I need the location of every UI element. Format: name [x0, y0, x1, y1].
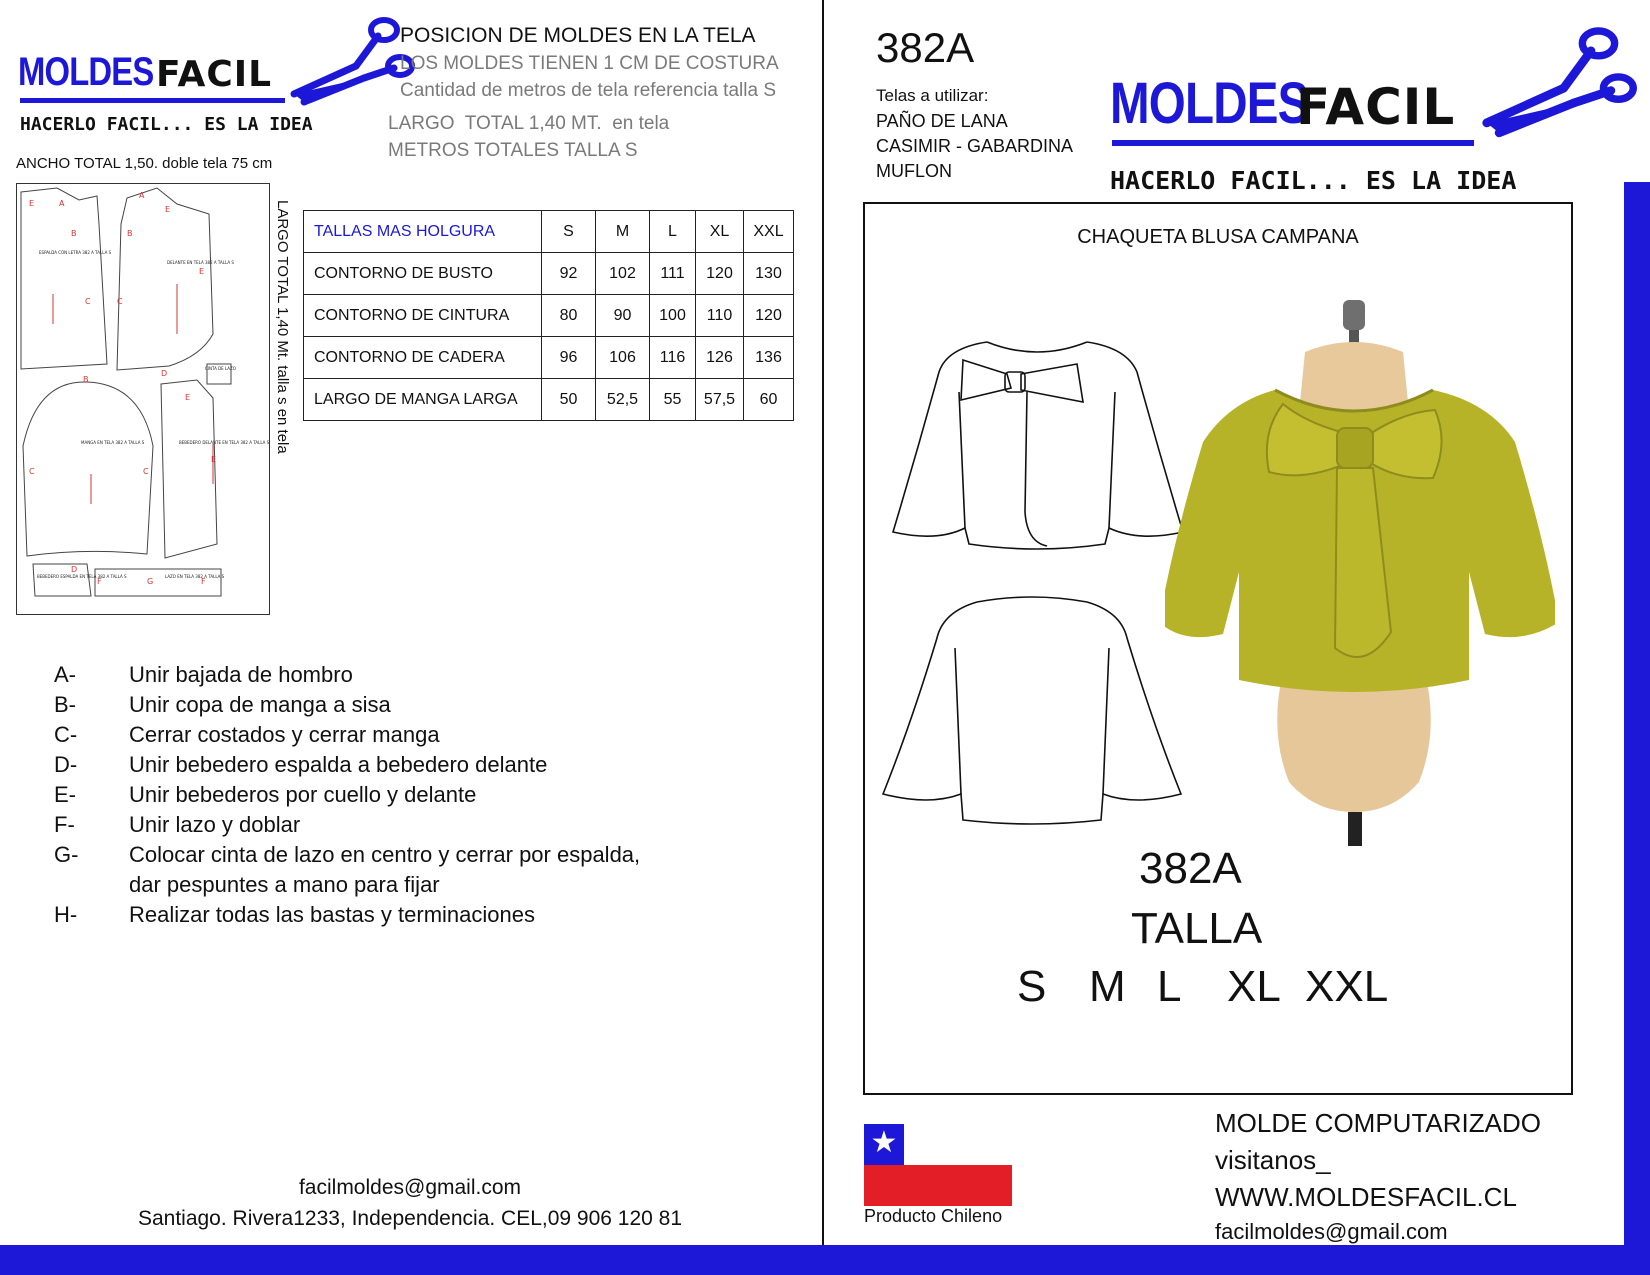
promo-website[interactable]: WWW.MOLDESFACIL.CL [1215, 1182, 1517, 1212]
fabric-1: PAÑO DE LANA [876, 111, 1008, 131]
step-key: A- [54, 662, 76, 687]
technical-drawing-front [887, 332, 1187, 572]
table-row [304, 379, 794, 421]
svg-text:C: C [143, 467, 149, 476]
cell: 126 [696, 337, 744, 379]
logo-word-moldes: MOLDES [1110, 71, 1309, 136]
promo-title: MOLDE COMPUTARIZADO [1215, 1108, 1541, 1138]
width-note: ANCHO TOTAL 1,50. doble tela 75 cm [16, 155, 273, 172]
size-col-s: S [542, 211, 596, 253]
list-item [54, 810, 689, 840]
piece-manga [23, 382, 153, 556]
table-row [304, 337, 794, 379]
brand-logo-right [1110, 70, 1630, 195]
cell: 106 [596, 337, 650, 379]
layout-heading: POSICION DE MOLDES EN LA TELA [400, 24, 756, 47]
svg-text:B: B [71, 229, 77, 238]
page-divider [822, 0, 824, 1275]
assembly-steps [54, 660, 689, 930]
step-text: Unir lazo y doblar [129, 812, 301, 837]
svg-text:F: F [97, 577, 102, 586]
garment-frame [863, 202, 1573, 1095]
big-size-s: S [1017, 962, 1047, 1011]
cell: 120 [696, 253, 744, 295]
contact-address: Santiago. Rivera1233, Independencia. CEL,09 906 120 81 [137, 1207, 683, 1230]
size-col-xl: XL [696, 211, 744, 253]
logo-word-moldes: MOLDES [18, 50, 154, 94]
big-talla: TALLA [1131, 904, 1263, 953]
cell: 111 [650, 253, 696, 295]
piece-bebedero-delante [161, 380, 217, 558]
step-text: Unir bebederos por cuello y delante [129, 782, 477, 807]
step-key: G- [54, 842, 79, 867]
logo-word-facil: FACIL [156, 54, 273, 95]
step-text: Unir bajada de hombro [129, 662, 353, 687]
step-text: Unir bebedero espalda a bebedero delante [129, 752, 548, 777]
step-key: E- [54, 782, 76, 807]
big-size-list [1017, 962, 1437, 1018]
pattern-pieces-svg [17, 184, 269, 614]
logo-underline [1112, 140, 1474, 146]
list-item [54, 660, 689, 690]
mannequin-hips [1277, 672, 1431, 812]
list-item [54, 720, 689, 750]
vertical-length-note: LARGO TOTAL 1,40 Mt. talla s en tela [274, 200, 291, 454]
cell: 80 [542, 295, 596, 337]
cell: 60 [744, 379, 794, 421]
logo-word-facil: FACIL [1296, 78, 1456, 136]
scissors-icon [1475, 26, 1640, 144]
svg-text:A: A [59, 199, 65, 208]
cell: 90 [596, 295, 650, 337]
cell: 130 [744, 253, 794, 295]
scissors-icon [286, 16, 416, 111]
garment-photo [1165, 292, 1555, 862]
seam-note: LOS MOLDES TIENEN 1 CM DE COSTURA [400, 53, 779, 74]
svg-text:ESPALDA CON LETRA 382 A TALLA: ESPALDA CON LETRA 382 A TALLA S [39, 250, 112, 255]
svg-text:E: E [211, 455, 217, 464]
garment-title: CHAQUETA BLUSA CAMPANA [1077, 226, 1359, 248]
right-blue-bar [1624, 182, 1650, 1252]
cell: 96 [542, 337, 596, 379]
step-key: H- [54, 902, 78, 927]
svg-text:C: C [29, 467, 35, 476]
cell: 102 [596, 253, 650, 295]
table-row [304, 295, 794, 337]
svg-text:DELANTE EN TELA 382 A TALLA S: DELANTE EN TELA 382 A TALLA S [167, 260, 234, 265]
cell: 116 [650, 337, 696, 379]
cell: 136 [744, 337, 794, 379]
size-col-l: L [650, 211, 696, 253]
cell: 55 [650, 379, 696, 421]
svg-text:E: E [185, 393, 191, 402]
svg-text:A: A [139, 191, 145, 200]
row-label: LARGO DE MANGA LARGA [304, 379, 542, 421]
step-key: D- [54, 752, 78, 777]
svg-text:E: E [199, 267, 205, 276]
svg-text:E: E [29, 199, 35, 208]
pattern-layout-diagram [16, 183, 270, 615]
svg-text:LAZO EN TELA 382 A TALLA S: LAZO EN TELA 382 A TALLA S [165, 574, 225, 579]
mannequin-neck [1299, 342, 1409, 412]
meters-note: Cantidad de metros de tela referencia talla S [400, 80, 776, 101]
pattern-code: 382A [876, 24, 975, 71]
svg-text:E: E [165, 205, 171, 214]
contact-email-left[interactable]: facilmoldes@gmail.com [298, 1176, 522, 1199]
bottom-blue-bar [0, 1245, 1650, 1275]
svg-text:G: G [147, 577, 154, 586]
svg-text:D: D [71, 565, 78, 574]
promo-visit: visitanos_ [1215, 1145, 1331, 1175]
list-item [54, 780, 689, 810]
svg-text:BEBEDERO DELANTE EN TELA 382 A: BEBEDERO DELANTE EN TELA 382 A TALLA S [179, 440, 269, 445]
brand-logo-left [18, 46, 398, 136]
piece-espalda [21, 188, 107, 369]
big-size-l: L [1157, 962, 1182, 1011]
table-row [304, 253, 794, 295]
step-text: Cerrar costados y cerrar manga [129, 722, 440, 747]
promo-email[interactable]: facilmoldes@gmail.com [1215, 1219, 1448, 1244]
piece-delantero [117, 188, 213, 370]
cell: 52,5 [596, 379, 650, 421]
cell: 50 [542, 379, 596, 421]
big-size-xl: XL [1227, 962, 1281, 1011]
step-text: Unir copa de manga a sisa [129, 692, 391, 717]
big-size-xxl: XXL [1305, 962, 1389, 1011]
svg-text:F: F [201, 577, 206, 586]
cell: 57,5 [696, 379, 744, 421]
fabrics-label: Telas a utilizar: [876, 86, 989, 105]
svg-text:B: B [127, 229, 133, 238]
size-table [303, 210, 794, 421]
svg-text:C: C [117, 297, 123, 306]
step-key: F- [54, 812, 75, 837]
cell: 110 [696, 295, 744, 337]
big-pattern-code: 382A [1139, 844, 1242, 893]
list-item [54, 750, 689, 780]
cell: 120 [744, 295, 794, 337]
pattern-piece-labels [37, 250, 269, 579]
logo-tagline: HACERLO FACIL... ES LA IDEA [1110, 166, 1517, 195]
step-key: B- [54, 692, 76, 717]
step-text: Realizar todas las bastas y terminaciones [129, 902, 535, 927]
logo-underline [20, 98, 285, 103]
list-item [54, 840, 689, 900]
mannequin-knob [1343, 300, 1365, 330]
svg-text:C: C [85, 297, 91, 306]
size-col-xxl: XXL [744, 211, 794, 253]
big-size-m: M [1089, 962, 1126, 1011]
size-col-m: M [596, 211, 650, 253]
logo-tagline: HACERLO FACIL... ES LA IDEA [20, 114, 313, 135]
flag-caption: Producto Chileno [864, 1206, 1003, 1226]
svg-text:BEBEDERO ESPALDA EN TELA 382 A: BEBEDERO ESPALDA EN TELA 382 A TALLA S [37, 574, 127, 579]
piece-bebedero-espalda [33, 564, 91, 596]
list-item [54, 690, 689, 720]
fabric-3: MUFLON [876, 161, 952, 181]
svg-text:D: D [161, 369, 168, 378]
technical-drawing-back [877, 594, 1187, 834]
cell: 92 [542, 253, 596, 295]
star-icon: ★ [870, 1126, 898, 1159]
row-label: CONTORNO DE CINTURA [304, 295, 542, 337]
svg-text:B: B [83, 375, 89, 384]
svg-text:CINTA DE LAZO: CINTA DE LAZO [205, 366, 236, 371]
svg-text:MANGA EN TELA 382 A TALLA S: MANGA EN TELA 382 A TALLA S [81, 440, 145, 445]
meters-total: METROS TOTALES TALLA S [388, 140, 638, 161]
size-table-header [304, 211, 794, 253]
size-table-title: TALLAS MAS HOLGURA [304, 211, 542, 253]
list-item [54, 900, 689, 930]
bow-knot [1337, 428, 1373, 468]
step-text: Colocar cinta de lazo en centro y cerrar por espalda, dar pespuntes a mano para fijar [129, 842, 641, 897]
cell: 100 [650, 295, 696, 337]
step-key: C- [54, 722, 78, 747]
length-note: LARGO TOTAL 1,40 MT. en tela [388, 113, 670, 134]
fabric-2: CASIMIR - GABARDINA [876, 136, 1074, 156]
chile-flag [864, 1124, 1012, 1206]
row-label: CONTORNO DE BUSTO [304, 253, 542, 295]
row-label: CONTORNO DE CADERA [304, 337, 542, 379]
